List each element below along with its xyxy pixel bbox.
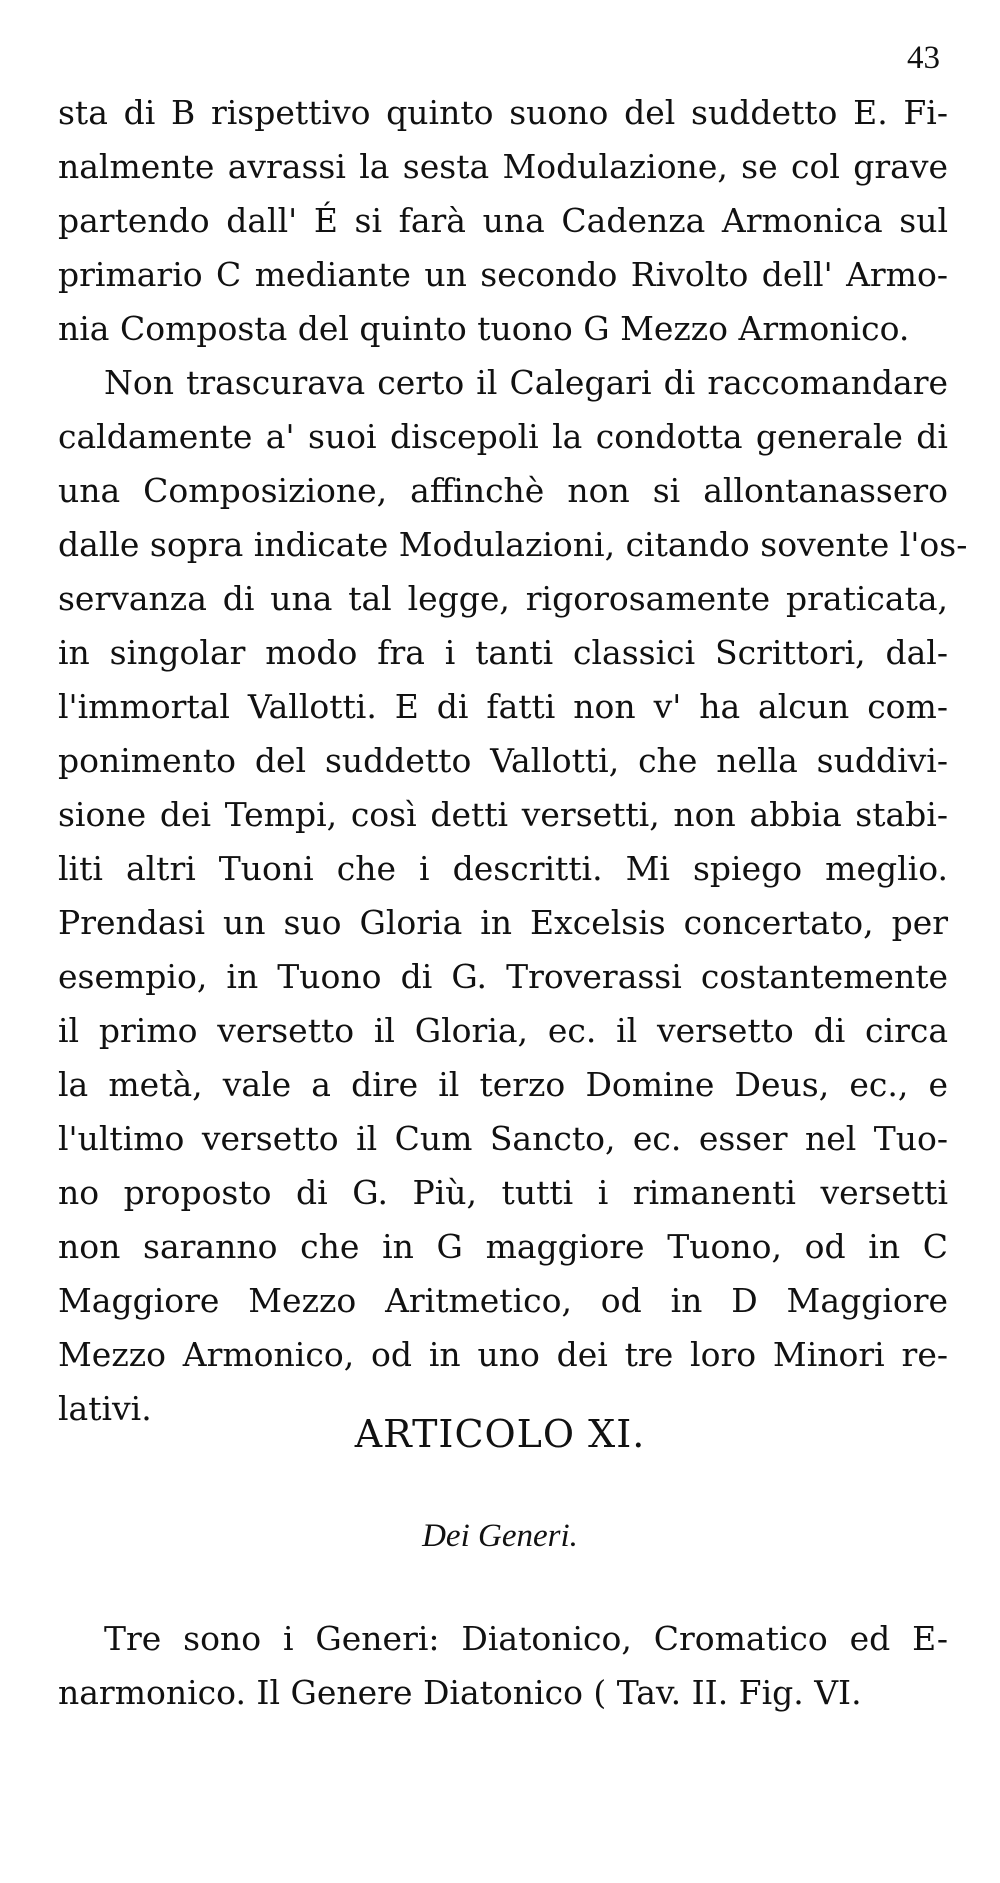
text-line: nalmente avrassi la sesta Modulazione, se col grave [58,147,948,186]
text-line: liti altri Tuoni che i descritti. Mi spiego meglio. [58,849,948,888]
paragraph-calegari [58,356,968,1436]
text-line: ponimento del suddetto Vallotti, che nella suddivi- [58,741,948,780]
text-line: l'immortal Vallotti. E di fatti non v' ha alcun com- [58,687,948,726]
text-line: una Composizione, affinchè non si allontanassero [58,471,948,510]
text-line: l'ultimo versetto il Cum Sancto, ec. esser nel Tuo- [58,1119,948,1158]
text-line: Prendasi un suo Gloria in Excelsis concertato, per [58,903,948,942]
article-subheading: Dei Generi. [422,1518,578,1554]
text-line: il primo versetto il Gloria, ec. il versetto di circa [58,1011,948,1050]
text-line: la metà, vale a dire il terzo Domine Deus, ec., e [58,1065,948,1104]
page-number: 43 [907,40,940,76]
text-line: no proposto di G. Più, tutti i rimanenti versetti [58,1173,948,1212]
text-line: Maggiore Mezzo Aritmetico, od in D Maggiore [58,1281,948,1320]
text-line: non saranno che in G maggiore Tuono, od in C [58,1227,948,1266]
text-line: lativi. [58,1389,152,1428]
text-line: partendo dall' É si farà una Cadenza Armonica sul [58,201,948,240]
text-line: narmonico. Il Genere Diatonico ( Tav. II. Fig. VI. [58,1673,862,1712]
text-line: Mezzo Armonico, od in uno dei tre loro Minori re- [58,1335,948,1374]
text-line: Tre sono i Generi: Diatonico, Cromatico ed E- [104,1619,948,1658]
text-line: Non trascurava certo il Calegari di raccomandare [104,363,948,402]
text-line: caldamente a' suoi discepoli la condotta generale di [58,417,948,456]
text-line: dalle sopra indicate Modulazioni, citando sovente l'os- [58,525,968,564]
paragraph-generi [58,1612,948,1720]
text-line: sta di B rispettivo quinto suono del suddetto E. Fi- [58,93,948,132]
paragraph-continuation [58,86,948,356]
article-heading: ARTICOLO XI. [354,1412,646,1456]
text-line: servanza di una tal legge, rigorosamente praticata, [58,579,948,618]
text-line: in singolar modo fra i tanti classici Scrittori, dal- [58,633,948,672]
text-line: nia Composta del quinto tuono G Mezzo Armonico. [58,309,910,348]
text-line: primario C mediante un secondo Rivolto dell' Armo- [58,255,948,294]
text-line: esempio, in Tuono di G. Troverassi costantemente [58,957,948,996]
text-line: sione dei Tempi, così detti versetti, non abbia stabi- [58,795,948,834]
